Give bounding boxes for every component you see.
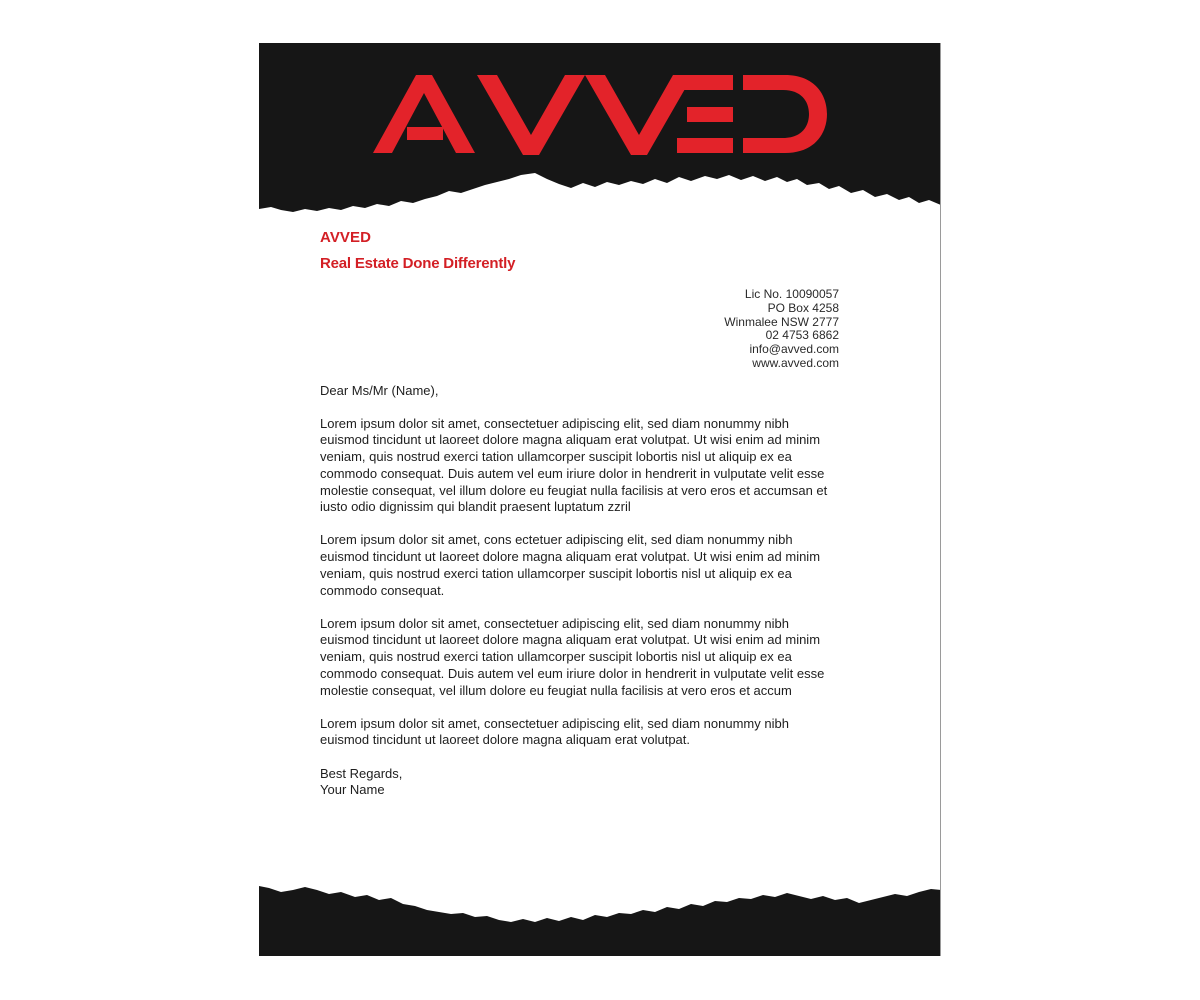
logo-letter-e — [677, 75, 733, 153]
brand-tagline: Real Estate Done Differently — [320, 255, 516, 272]
po-box: PO Box 4258 — [767, 300, 839, 315]
footer-band-shape — [259, 886, 941, 956]
logo-letter-v2 — [585, 75, 693, 155]
body-paragraph-2: Lorem ipsum dolor sit amet, cons ectetuer adipiscing elit, sed diam nonummy nibh euismod tincidunt ut laoreet dolore magna aliquam erat volutpat. Ut wisi enim ad minim veniam, quis nostrud exerci tation ullamcorper suscipit lobortis nisl ut aliquip ex ea commodo consequat. — [320, 532, 821, 598]
license-number: Lic No. 10090057 — [744, 287, 839, 301]
phone-number: 02 4753 6862 — [765, 328, 839, 343]
brand-name: AVVED — [320, 229, 372, 246]
salutation: Dear Ms/Mr (Name), — [320, 383, 439, 398]
suburb-address: Winmalee NSW 2777 — [724, 314, 839, 329]
contact-block — [724, 288, 839, 371]
letter-body — [320, 383, 840, 799]
signoff — [320, 766, 840, 799]
body-paragraph-4: Lorem ipsum dolor sit amet, consectetuer adipiscing elit, sed diam nonummy nibh euismod tincidunt ut laoreet dolore magna aliquam erat volutpat. — [320, 715, 789, 748]
email-address[interactable]: info@avved.com — [749, 342, 839, 357]
body-paragraph-3: Lorem ipsum dolor sit amet, consectetuer adipiscing elit, sed diam nonummy nibh euismod tincidunt ut laoreet dolore magna aliquam erat volutpat. Ut wisi enim ad minim veniam, quis nostrud exerci tation ullamcorper suscipit lobortis nisl ut aliquip ex ea commodo consequat. Duis autem vel eum iriure dolor in hendrerit in vulputate velit esse molestie consequat, vel illum dolore eu feugiat nulla facilisis at vero eros et accum — [320, 615, 825, 698]
footer-torn-band — [259, 886, 941, 956]
closing: Best Regards, — [320, 765, 403, 781]
website-link[interactable]: www.avved.com — [752, 355, 839, 370]
avved-logo — [369, 71, 831, 161]
header-torn-band — [259, 43, 941, 218]
logo-letter-d — [743, 75, 827, 153]
logo-letter-v1 — [477, 75, 585, 155]
letterhead-page — [259, 43, 941, 956]
logo-letter-a — [373, 75, 475, 153]
signature-name: Your Name — [320, 782, 385, 798]
body-paragraph-1: Lorem ipsum dolor sit amet, consectetuer adipiscing elit, sed diam nonummy nibh euismod tincidunt ut laoreet dolore magna aliquam erat volutpat. Ut wisi enim ad minim veniam, quis nostrud exerci tation ullamcorper suscipit lobortis nisl ut aliquip ex ea commodo consequat. Duis autem vel eum iriure dolor in hendrerit in vulputate velit esse molestie consequat, vel illum dolore eu feugiat nulla facilisis at vero eros et accumsan et iusto odio dignissim qui blandit praesent luptatum zzril — [320, 415, 828, 515]
